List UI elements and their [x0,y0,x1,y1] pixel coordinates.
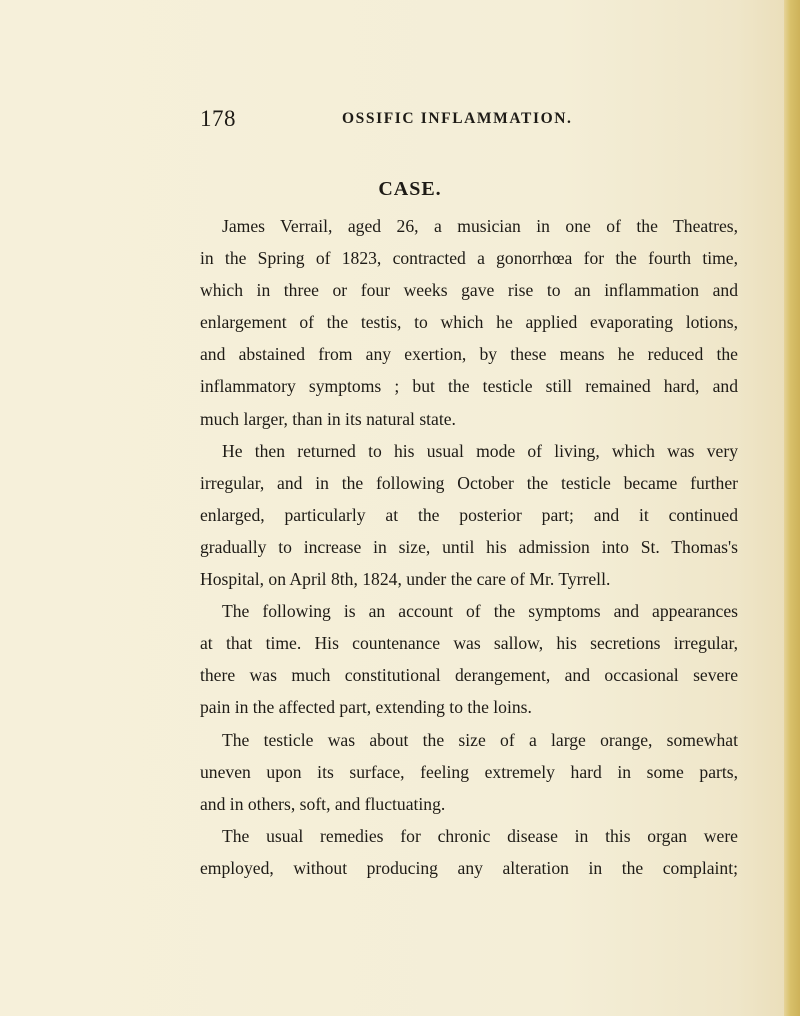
text-line: which in three or four weeks gave rise to an inflammation and [200,280,738,301]
text-line: much larger, than in its natural state. [200,408,456,429]
text-line: enlarged, particularly at the posterior part; and it continued [200,504,738,525]
text-line: employed, without producing any alteration in the complaint; [200,857,738,878]
text-line: at that time. His countenance was sallow, his secretions irregular, [200,633,738,654]
section-title: CASE. [378,178,442,200]
text-line: James Verrail, aged 26, a musician in one of the Theatres, [222,216,738,236]
text-line: He then returned to his usual mode of living, which was very [222,440,738,461]
running-title: OSSIFIC INFLAMMATION. [342,110,573,127]
text-line: uneven upon its surface, feeling extremely hard in some parts, [200,761,738,782]
text-line: enlargement of the testis, to which he applied evaporating lotions, [200,312,738,333]
text-line: The testicle was about the size of a large orange, somewhat [222,729,738,750]
text-line: gradually to increase in size, until his admission into St. Thomas's [200,536,738,557]
body-text [200,210,738,884]
page-header [200,106,760,136]
page-edge [784,0,800,1016]
text-line: inflammatory symptoms ; but the testicle still remained hard, and [200,376,738,397]
text-line: there was much constitutional derangement, and occasional severe [200,665,738,686]
text-line: pain in the affected part, extending to the loins. [200,697,532,718]
text-line: The usual remedies for chronic disease in this organ were [222,825,738,846]
page-number: 178 [200,106,236,131]
text-line: irregular, and in the following October the testicle became further [200,472,738,493]
text-line: and in others, soft, and fluctuating. [200,793,446,814]
text-line: Hospital, on April 8th, 1824, under the care of Mr. Tyrrell. [200,569,611,590]
text-line: in the Spring of 1823, contracted a gonorrhœa for the fourth time, [200,248,738,269]
text-line: The following is an account of the symptoms and appearances [222,601,738,622]
text-line: and abstained from any exertion, by these means he reduced the [200,344,738,365]
